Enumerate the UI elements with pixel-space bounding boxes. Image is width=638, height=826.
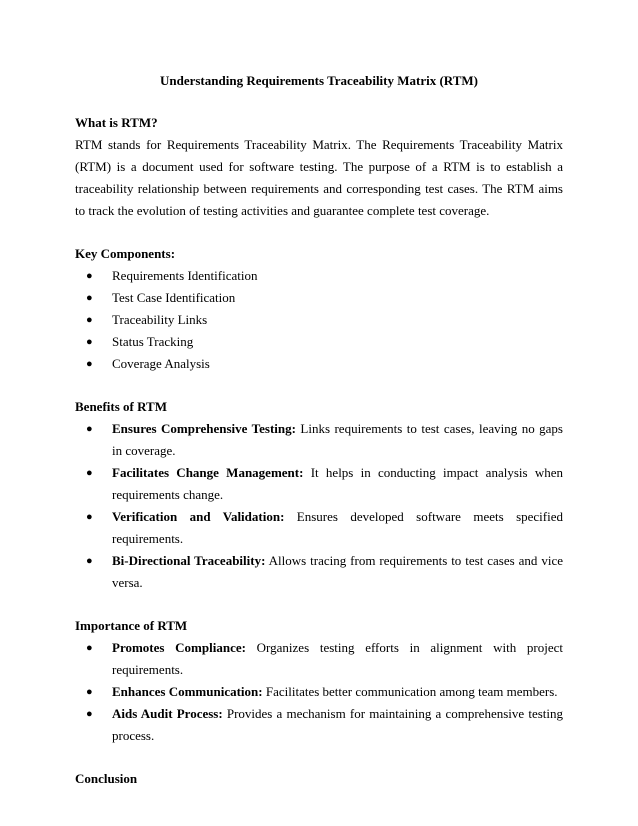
bullet-icon: ● [86, 686, 93, 698]
importance-list [75, 637, 563, 747]
bullet-icon: ● [86, 642, 93, 654]
list-item [75, 550, 563, 594]
list-item [75, 703, 563, 747]
benefits-list [75, 418, 563, 594]
list-item [75, 418, 563, 462]
list-item-term: Promotes Compliance: [112, 640, 246, 655]
list-item-term: Verification and Validation: [112, 509, 285, 524]
bullet-icon: ● [86, 555, 93, 567]
list-item [75, 331, 563, 353]
list-item-text: Status Tracking [112, 334, 194, 349]
bullet-icon: ● [86, 708, 93, 720]
bullet-icon: ● [86, 314, 93, 326]
list-item-term: Facilitates Change Management: [112, 465, 304, 480]
bullet-icon: ● [86, 336, 93, 348]
list-item [75, 637, 563, 681]
list-item-text: Ensures developed software meets specified requirements. [112, 509, 563, 546]
list-item-text: Allows tracing from requirements to test cases and vice versa. [112, 553, 563, 590]
list-item-text: Organizes testing efforts in alignment with project requirements. [112, 640, 564, 677]
list-item [75, 309, 563, 331]
document-title: Understanding Requirements Traceability Matrix (RTM) [159, 73, 479, 88]
list-item [75, 265, 563, 287]
importance-heading: Importance of RTM [75, 618, 188, 633]
what-is-rtm-heading: What is RTM? [75, 115, 158, 130]
list-item-text: Test Case Identification [112, 290, 236, 305]
list-item-text: Traceability Links [112, 312, 208, 327]
section-spacer [75, 375, 563, 396]
section-spacer [75, 594, 563, 615]
bullet-icon: ● [86, 270, 93, 282]
list-item-term: Aids Audit Process: [112, 706, 223, 721]
list-item-text: Links requirements to test cases, leaving no gaps in coverage. [112, 421, 563, 458]
bullet-icon: ● [86, 511, 93, 523]
list-item-text: Provides a mechanism for maintaining a comprehensive testing process. [112, 706, 563, 743]
bullet-icon: ● [86, 423, 93, 435]
list-item [75, 287, 563, 309]
list-item-text: Coverage Analysis [112, 356, 210, 371]
list-item-term: Ensures Comprehensive Testing: [112, 421, 296, 436]
section-spacer [75, 222, 563, 243]
list-item [75, 681, 563, 703]
list-item-text: Requirements Identification [112, 268, 258, 283]
list-item-term: Enhances Communication: [112, 684, 263, 699]
list-item [75, 353, 563, 375]
bullet-icon: ● [86, 467, 93, 479]
list-item-text: It helps in conducting impact analysis when requirements change. [112, 465, 563, 502]
bullet-icon: ● [86, 358, 93, 370]
list-item-text: Facilitates better communication among team members. [262, 684, 558, 699]
list-item [75, 462, 563, 506]
list-item [75, 506, 563, 550]
benefits-heading: Benefits of RTM [75, 399, 167, 414]
section-spacer [75, 747, 563, 768]
what-is-rtm-paragraph: RTM stands for Requirements Traceability Matrix. The Requirements Traceability Matrix (RTM) is a document used for software testing. The purpose of a RTM is to establish a traceability relationship between requirements and corresponding test cases. The RTM aims to track the evolution of testing activities and guarantee complete test coverage. [75, 137, 563, 218]
key-components-heading: Key Components: [75, 246, 176, 261]
document-content [75, 70, 563, 790]
key-components-list [75, 265, 563, 375]
bullet-icon: ● [86, 292, 93, 304]
conclusion-heading: Conclusion [75, 771, 138, 786]
list-item-term: Bi-Directional Traceability: [112, 553, 266, 568]
